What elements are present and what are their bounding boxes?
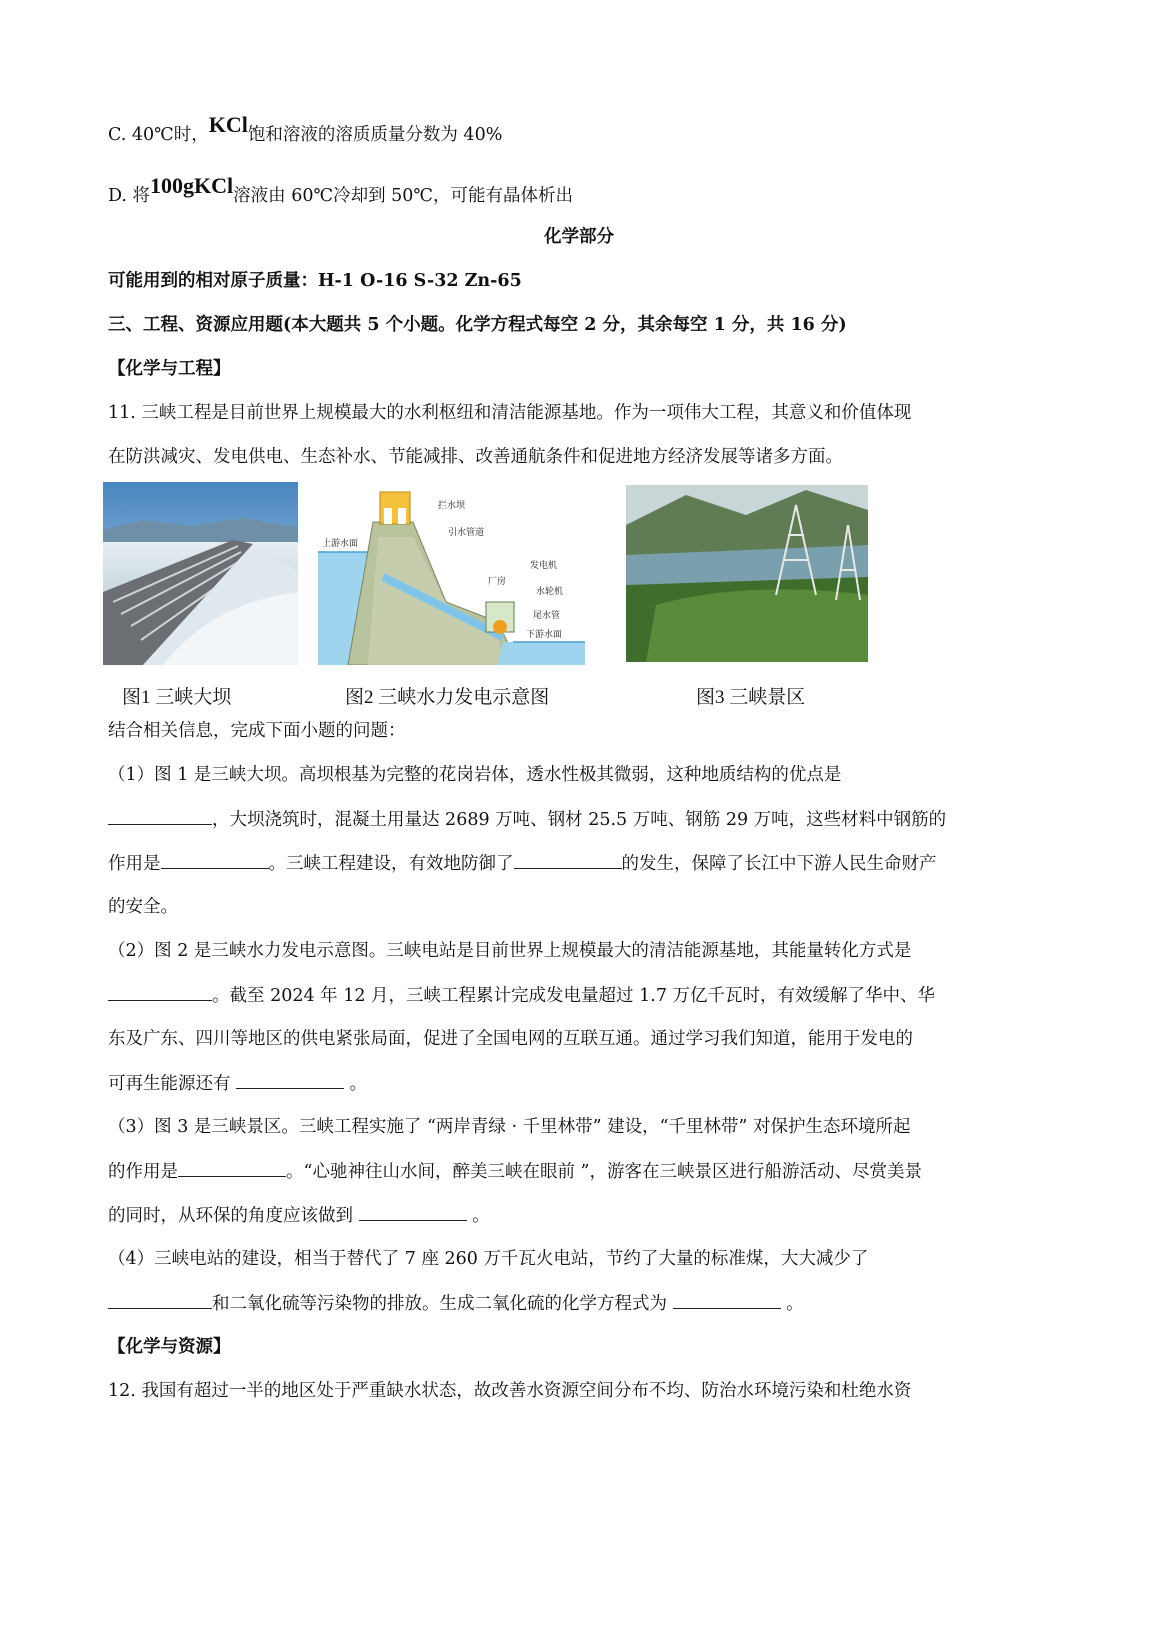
p2-line4-a: 可再生能源还有 (108, 1074, 231, 1094)
fig2-hydropower-diagram (318, 482, 585, 665)
p1-line3-a: 作用是 (108, 854, 161, 874)
label-generator: 发电机 (530, 561, 558, 571)
answer-blank[interactable] (673, 1290, 781, 1309)
label-tailpipe: 尾水管 (533, 611, 561, 621)
option-c-suffix: 饱和溶液的溶质质量分数为 40% (247, 125, 503, 145)
p3-line3-a: 的同时，从环保的角度应该做到 (108, 1206, 353, 1226)
section-title: 化学部分 (544, 227, 614, 247)
answer-blank[interactable] (108, 1290, 212, 1309)
fig3-caption: 图3 三峡景区 (696, 687, 806, 708)
p3-line3 (108, 1202, 490, 1229)
answer-blank[interactable] (161, 850, 269, 869)
p1-line3-c: 的发生，保障了长江中下游人民生命财产 (621, 854, 937, 874)
answer-blank[interactable] (108, 806, 212, 825)
fig1-dam-photo (103, 482, 298, 665)
p1-line1: （1）图 1 是三峡大坝。高坝根基为完整的花岗岩体，透水性极其微弱，这种地质结构的优点是 (108, 765, 842, 785)
topic-chem-resources: 【化学与资源】 (108, 1337, 231, 1357)
p4-line2-b: 。 (786, 1294, 804, 1314)
p1-line4: 的安全。 (108, 897, 178, 917)
answer-blank[interactable] (236, 1070, 344, 1089)
atomic-masses: 可能用到的相对原子质量：H-1 O-16 S-32 Zn-65 (108, 271, 522, 291)
p1-line2-text: ，大坝浇筑时，混凝土用量达 2689 万吨、钢材 25.5 万吨、钢筋 29 万吨，这些材料中钢筋的 (212, 810, 947, 830)
option-d (108, 173, 573, 209)
p2-line2 (108, 982, 935, 1009)
answer-blank[interactable] (359, 1202, 467, 1221)
p1-line2 (108, 806, 946, 833)
topic-chem-engineering: 【化学与工程】 (108, 359, 231, 379)
p1-line3-b: 。三峡工程建设，有效地防御了 (268, 854, 514, 874)
option-c-formula: KCl (208, 112, 248, 137)
answer-blank[interactable] (178, 1158, 286, 1177)
p4-line1: （4）三峡电站的建设，相当于替代了 7 座 260 万千瓦火电站，节约了大量的标准煤，大大减少了 (108, 1249, 869, 1269)
p2-line4-b: 。 (349, 1074, 368, 1094)
label-plant: 厂房 (488, 577, 507, 587)
fig3-scenic-photo (626, 485, 868, 662)
option-d-formula: 100gKCl (150, 173, 234, 198)
p3-line2 (108, 1158, 922, 1185)
label-pipe: 引水管道 (448, 528, 485, 538)
q12-line1: 12. 我国有超过一半的地区处于严重缺水状态，故改善水资源空间分布不均、防治水环境污染和杜绝水资 (108, 1381, 912, 1401)
p3-line3-b: 。 (472, 1206, 490, 1226)
p4-line2-a: 和二氧化硫等污染物的排放。生成二氧化硫的化学方程式为 (212, 1294, 667, 1314)
label-turbine: 水轮机 (536, 587, 564, 597)
part3-heading: 三、工程、资源应用题(本大题共 5 个小题。化学方程式每空 2 分，其余每空 1 分，共 16 分) (108, 315, 847, 335)
option-c (108, 112, 503, 148)
option-c-prefix: C. 40℃时， (108, 125, 209, 145)
answer-blank[interactable] (108, 982, 212, 1001)
fig1-caption: 图1 三峡大坝 (122, 687, 232, 708)
p2-line4 (108, 1070, 367, 1097)
fig2-caption: 图2 三峡水力发电示意图 (345, 687, 550, 708)
option-d-prefix: D. 将 (108, 186, 151, 206)
p4-line2 (108, 1290, 804, 1317)
q11-line1: 11. 三峡工程是目前世界上规模最大的水利枢纽和清洁能源基地。作为一项伟大工程，其意义和价值体现 (108, 403, 912, 423)
option-d-suffix: 溶液由 60℃冷却到 50℃，可能有晶体析出 (233, 186, 573, 206)
p2-line1: （2）图 2 是三峡水力发电示意图。三峡电站是目前世界上规模最大的清洁能源基地，其能量转化方式是 (108, 941, 912, 961)
p3-line1: （3）图 3 是三峡景区。三峡工程实施了 “两岸青绿 · 千里林带” 建设，“千里林带” 对保护生态环境所起 (108, 1117, 911, 1137)
intro-text: 结合相关信息，完成下面小题的问题： (108, 721, 406, 741)
label-dam: 拦水坝 (438, 501, 466, 511)
q11-line2: 在防洪减灾、发电供电、生态补水、节能减排、改善通航条件和促进地方经济发展等诸多方面。 (108, 447, 843, 467)
p3-line2-b: 。“心驰神往山水间，醉美三峡在眼前 ”，游客在三峡景区进行船游活动、尽赏美景 (286, 1162, 922, 1182)
label-upstream: 上游水面 (322, 539, 359, 549)
label-downstream: 下游水面 (526, 630, 563, 640)
p1-line3 (108, 850, 937, 877)
p3-line2-a: 的作用是 (108, 1162, 178, 1182)
p2-line2-text: 。截至 2024 年 12 月，三峡工程累计完成发电量超过 1.7 万亿千瓦时，有效缓解了华中、华 (212, 986, 936, 1006)
answer-blank[interactable] (514, 850, 622, 869)
p2-line3: 东及广东、四川等地区的供电紧张局面，促进了全国电网的互联互通。通过学习我们知道，能用于发电的 (108, 1029, 913, 1049)
